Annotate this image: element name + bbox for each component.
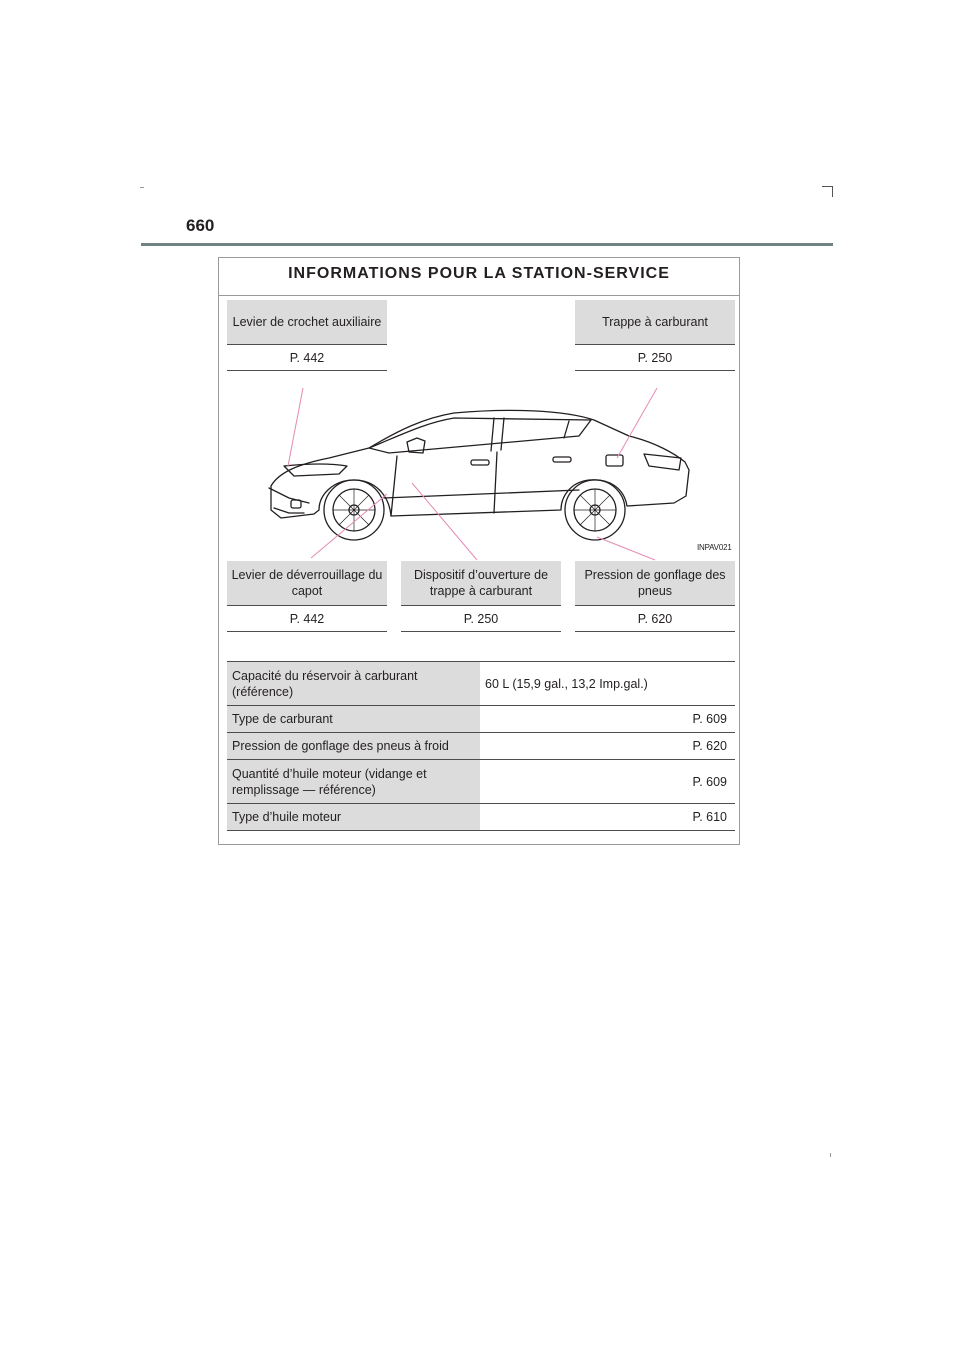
page-number: 660 <box>186 216 215 235</box>
window-frame <box>369 418 591 453</box>
table-item-cell: Capacité du réservoir à carburant (référence) <box>227 662 480 706</box>
rear-door-handle <box>553 457 571 462</box>
tire-pressure-label: Pression de gonflage des pneus <box>575 561 735 606</box>
callout-lines <box>288 388 657 560</box>
front-door <box>391 452 497 516</box>
callout-fuel-door <box>575 300 735 371</box>
table-row <box>227 804 735 831</box>
fuel-info-table <box>227 661 735 831</box>
fuel-door-line <box>617 388 657 458</box>
station-service-panel <box>218 257 740 845</box>
table-item-cell: Pression de gonflage des pneus à froid <box>227 733 480 760</box>
tire-pressure-page-ref[interactable]: P. 620 <box>575 606 735 632</box>
callout-tire-pressure <box>575 561 735 632</box>
window-split-front <box>491 418 494 451</box>
table-row <box>227 733 735 760</box>
crop-mark-top-left <box>140 187 144 188</box>
callout-hood-release <box>227 561 387 632</box>
table-value-cell[interactable]: P. 609 <box>480 706 735 733</box>
callout-fuel-door-opener <box>401 561 561 632</box>
table-item-cell: Quantité d’huile moteur (vidange et remplissage — référence) <box>227 760 480 804</box>
hood-release-page-ref[interactable]: P. 442 <box>227 606 387 632</box>
header-rule <box>141 243 833 246</box>
table-value-cell[interactable]: P. 610 <box>480 804 735 831</box>
hood-release-label: Levier de déverrouillage du capot <box>227 561 387 606</box>
window-quarter <box>564 421 569 438</box>
fuel-door-label: Trappe à carburant <box>575 300 735 345</box>
table-value-cell[interactable]: P. 609 <box>480 760 735 804</box>
front-door-handle <box>471 460 489 465</box>
callout-aux-hook <box>227 300 387 371</box>
aux-hook-label: Levier de crochet auxiliaire <box>227 300 387 345</box>
hood-release-line <box>311 494 387 558</box>
section-title: INFORMATIONS POUR LA STATION-SERVICE <box>288 265 670 282</box>
image-code: INPAV021 <box>697 543 732 552</box>
aux-hook-line <box>288 388 303 466</box>
table-item-cell: Type de carburant <box>227 706 480 733</box>
tire-pressure-line <box>597 537 655 560</box>
window-split-rear <box>501 418 504 450</box>
door-line-lower <box>384 490 579 498</box>
crop-mark-top-right <box>822 186 833 197</box>
fuel-door-opener-label: Dispositif d’ouverture de trappe à carburant <box>401 561 561 606</box>
crop-mark-bottom-right <box>830 1153 831 1157</box>
headlight <box>284 464 347 476</box>
fuel-door-icon <box>606 455 623 466</box>
table-row <box>227 760 735 804</box>
fuel-door-opener-page-ref[interactable]: P. 250 <box>401 606 561 632</box>
aux-hook-page-ref[interactable]: P. 442 <box>227 345 387 371</box>
table-row <box>227 662 735 706</box>
taillight <box>644 454 681 470</box>
table-row <box>227 706 735 733</box>
table-item-cell: Type d’huile moteur <box>227 804 480 831</box>
fuel-door-page-ref[interactable]: P. 250 <box>575 345 735 371</box>
front-bumper <box>269 488 309 513</box>
table-value-cell: 60 L (15,9 gal., 13,2 Imp.gal.) <box>480 662 735 706</box>
table-value-cell[interactable]: P. 620 <box>480 733 735 760</box>
